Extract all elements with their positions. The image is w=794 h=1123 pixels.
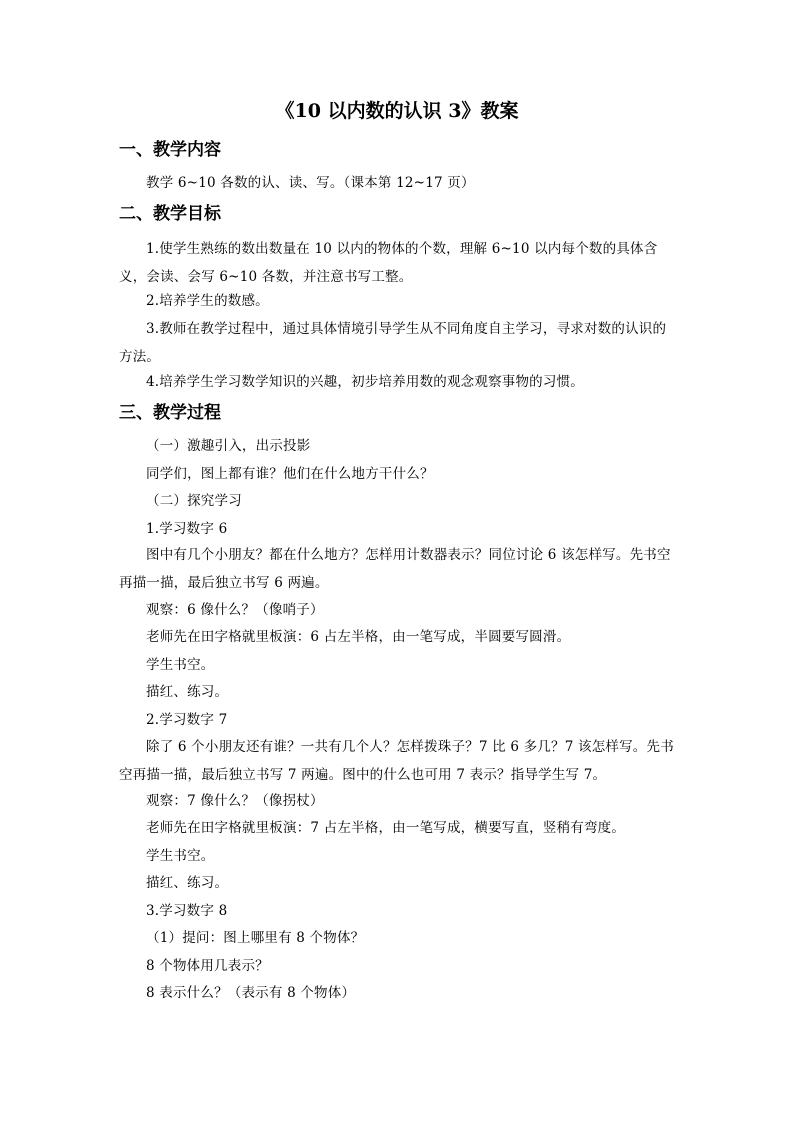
goal-item-4: 4.培养学生学习数学知识的兴趣，初步培养用数的观念观察事物的习惯。 (146, 374, 584, 390)
process-line: 学生书空。 (146, 848, 215, 864)
content-text: 教学 6~10 各数的认、读、写。（课本第 12~17 页） (146, 175, 475, 191)
process-line: 2.学习数字 7 (146, 712, 228, 728)
process-line: 8 表示什么？（表示有 8 个物体） (146, 985, 356, 1001)
section-heading-process: 三、教学过程 (119, 403, 221, 423)
process-line: （1）提问：图上哪里有 8 个物体？ (146, 930, 365, 946)
process-line: 学生书空。 (146, 657, 215, 673)
process-paragraph: 图中有几个小朋友？都在什么地方？怎样用计数器表示？同位讨论 6 该怎样写。先书空再描一描，最后独立书写 6 两遍。 (119, 547, 671, 591)
process-line: 1.学习数字 6 (146, 521, 228, 537)
process-line: （二）探究学习 (146, 493, 242, 509)
process-line: 同学们，图上都有谁？他们在什么地方干什么？ (146, 466, 434, 482)
process-line: 8 个物体用几表示？ (146, 958, 269, 974)
goal-item-1: 1.使学生熟练的数出数量在 10 以内的物体的个数，理解 6~10 以内每个数的具体含义，会读、会写 6~10 各数，并注意书写工整。 (119, 241, 658, 285)
process-line: 描红、练习。 (146, 875, 229, 891)
section-heading-goals: 二、教学目标 (119, 204, 221, 224)
goal-item-3: 3.教师在教学过程中，通过具体情境引导学生从不同角度自主学习，寻求对数的认识的方法。 (119, 321, 667, 365)
process-paragraph: 除了 6 个小朋友还有谁？一共有几个人？怎样拨珠子？7 比 6 多几？7 该怎样写。先书空再描一描，最后独立书写 7 两遍。图中的什么也可用 7 表示？指导学生写 7。 (119, 739, 674, 783)
goal-item-2: 2.培养学生的数感。 (146, 293, 269, 309)
process-line: 老师先在田字格就里板演：6 占左半格，由一笔写成，半圆要写圆滑。 (146, 629, 571, 645)
document-title: 《10 以内数的认识 3》教案 (275, 100, 519, 122)
process-line: 3.学习数字 8 (146, 903, 228, 919)
process-line: 描红、练习。 (146, 684, 229, 700)
process-line: 观察：7 像什么？（像拐杖） (146, 793, 324, 809)
process-line: 老师先在田字格就里板演：7 占左半格，由一笔写成，横要写直，竖稍有弯度。 (146, 820, 626, 836)
process-line: 观察：6 像什么？（像哨子） (146, 602, 324, 618)
section-heading-content: 一、教学内容 (119, 140, 221, 160)
process-line: （一）激趣引入，出示投影 (146, 438, 311, 454)
